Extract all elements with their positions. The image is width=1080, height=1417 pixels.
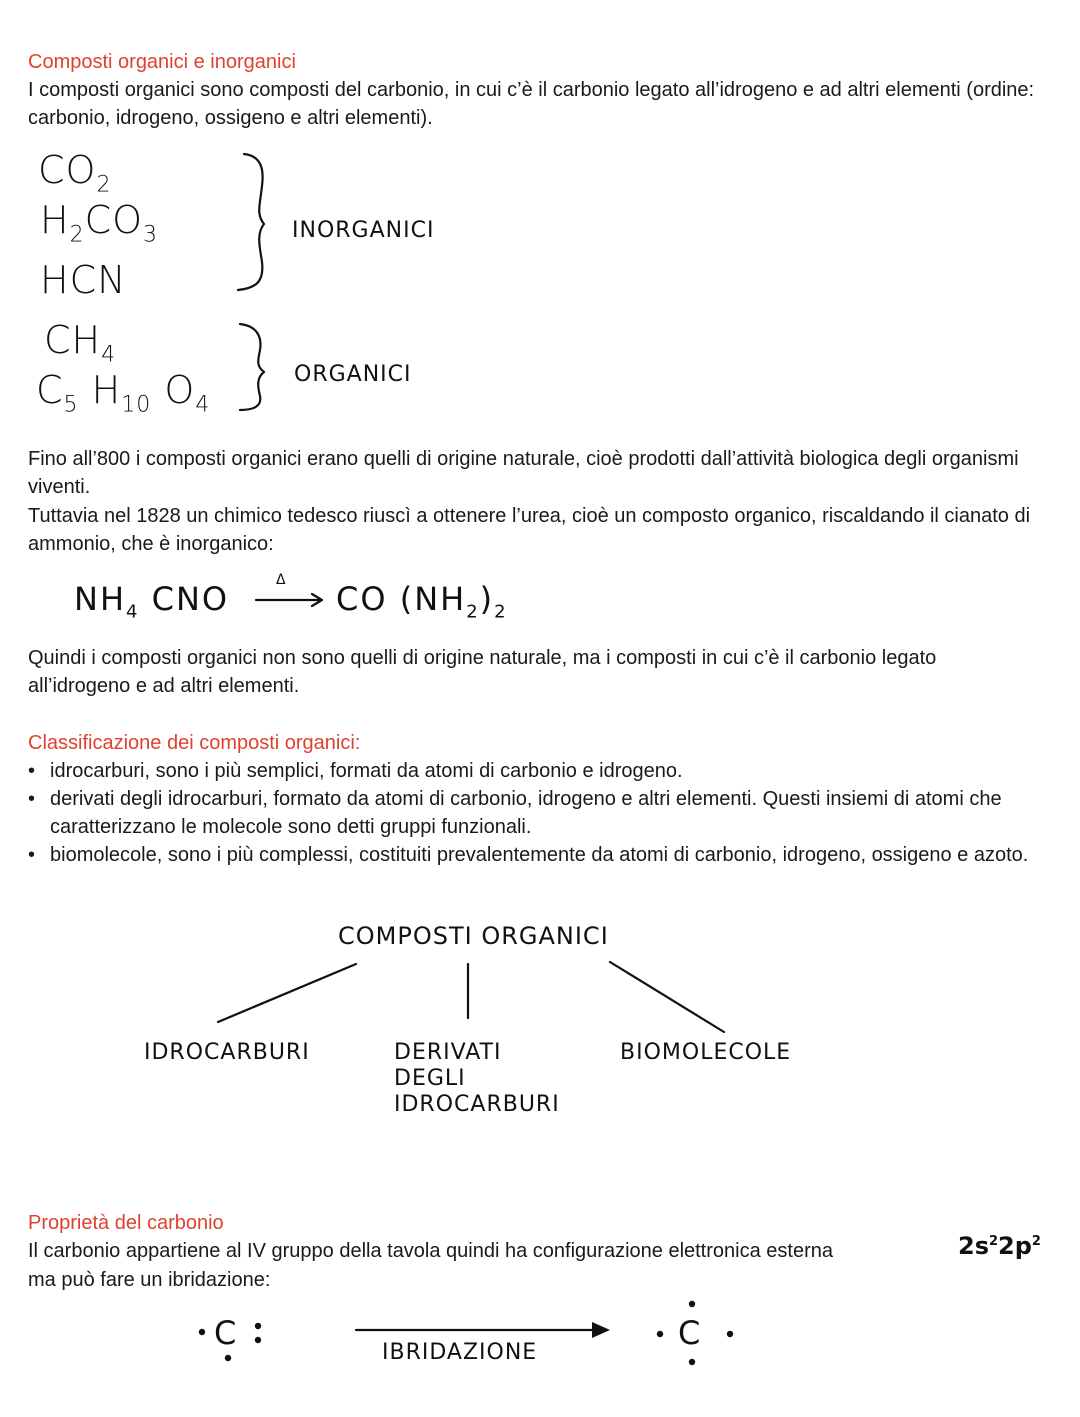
history-paragraph: Fino all’800 i composti organici erano quelli di origine naturale, cioè prodotti dall’attività biologica degli organismi viventi. (28, 448, 1019, 498)
urea-paragraph: Tuttavia nel 1828 un chimico tedesco riuscì a ottenere l’urea, cioè un composto organico, riscaldando il cianato di ammonio, che è inorganico: (28, 505, 1031, 555)
reaction-reactant: $NH_4$ CNO (74, 580, 230, 623)
hybridization-arrowhead (592, 1322, 610, 1338)
hybridization-arrow-label: IBRIDAZIONE (382, 1340, 538, 1365)
formula-h2co3: $H_2CO_3$ (40, 198, 159, 248)
tree-root-label: COMPOSTI ORGANICI (338, 922, 609, 950)
list-item: • derivati degli idrocarburi, formato da atomi di carbonio, idrogeno e altri elementi. Questi insiemi di atomi che caratterizzano le molecole sono detti gruppi funzionali. (28, 785, 1048, 841)
tree-right-label: BIOMOLECOLE (620, 1040, 792, 1065)
formula-c5h10o4: $C_5$ $H_{10}$ $O_4$ (36, 368, 211, 418)
classification-list (28, 757, 1048, 869)
conclusion-paragraph: Quindi i composti organici non sono quelli di origine naturale, ma i composti in cui c’è il carbonio legato all’idrogeno e ad altri elementi. (28, 647, 937, 697)
brace-inorganic (238, 154, 264, 290)
section-heading-proprieta: Proprietà del carbonio (28, 1212, 224, 1234)
electron-dot (199, 1329, 205, 1335)
electron-dot (255, 1337, 261, 1343)
tree-middle-label: DERIVATI DEGLI IDROCARBURI (394, 1040, 560, 1117)
electron-dot (727, 1331, 733, 1337)
electron-configuration: $2s^22p^2$ (958, 1232, 1041, 1260)
carbon-ground-state: C (214, 1314, 237, 1352)
formula-co2: $CO_2$ (38, 148, 112, 198)
tree-line-left (218, 964, 356, 1022)
reaction-product: CO $(NH_2)_2$ (336, 580, 508, 623)
label-organici: ORGANICI (294, 362, 412, 387)
list-item: • idrocarburi, sono i più semplici, formati da atomi di carbonio e idrogeno. (28, 757, 1048, 785)
list-item: • biomolecole, sono i più complessi, costituiti prevalentemente da atomi di carbonio, idrogeno, ossigeno e azoto. (28, 841, 1048, 869)
reaction-arrowhead (312, 594, 322, 606)
electron-dot (255, 1323, 261, 1329)
carbon-paragraph-line1: Il carbonio appartiene al IV gruppo della tavola quindi ha configurazione elettronica esterna (28, 1240, 833, 1262)
intro-paragraph: I composti organici sono composti del carbonio, in cui c’è il carbonio legato all’idrogeno e ad altri elementi (ordine: carbonio, idrogeno, ossigeno e altri elementi). (28, 79, 1035, 129)
electron-dot (689, 1301, 695, 1307)
label-inorganici: INORGANICI (292, 218, 435, 243)
section-heading-classificazione: Classificazione dei composti organici: (28, 732, 361, 754)
electron-dot (689, 1359, 695, 1365)
reaction-heat-symbol: Δ (276, 572, 286, 588)
carbon-hybridized-state: C (678, 1314, 701, 1352)
section-heading-composti: Composti organici e inorganici (28, 51, 296, 73)
electron-dot (225, 1355, 231, 1361)
formula-hcn: HCN (40, 258, 127, 302)
tree-left-label: IDROCARBURI (144, 1040, 310, 1065)
electron-dot (657, 1331, 663, 1337)
tree-line-right (610, 962, 724, 1032)
formula-ch4: $CH_4$ (44, 318, 117, 368)
brace-organic (240, 324, 264, 410)
carbon-paragraph-line2: ma può fare un ibridazione: (28, 1269, 271, 1291)
